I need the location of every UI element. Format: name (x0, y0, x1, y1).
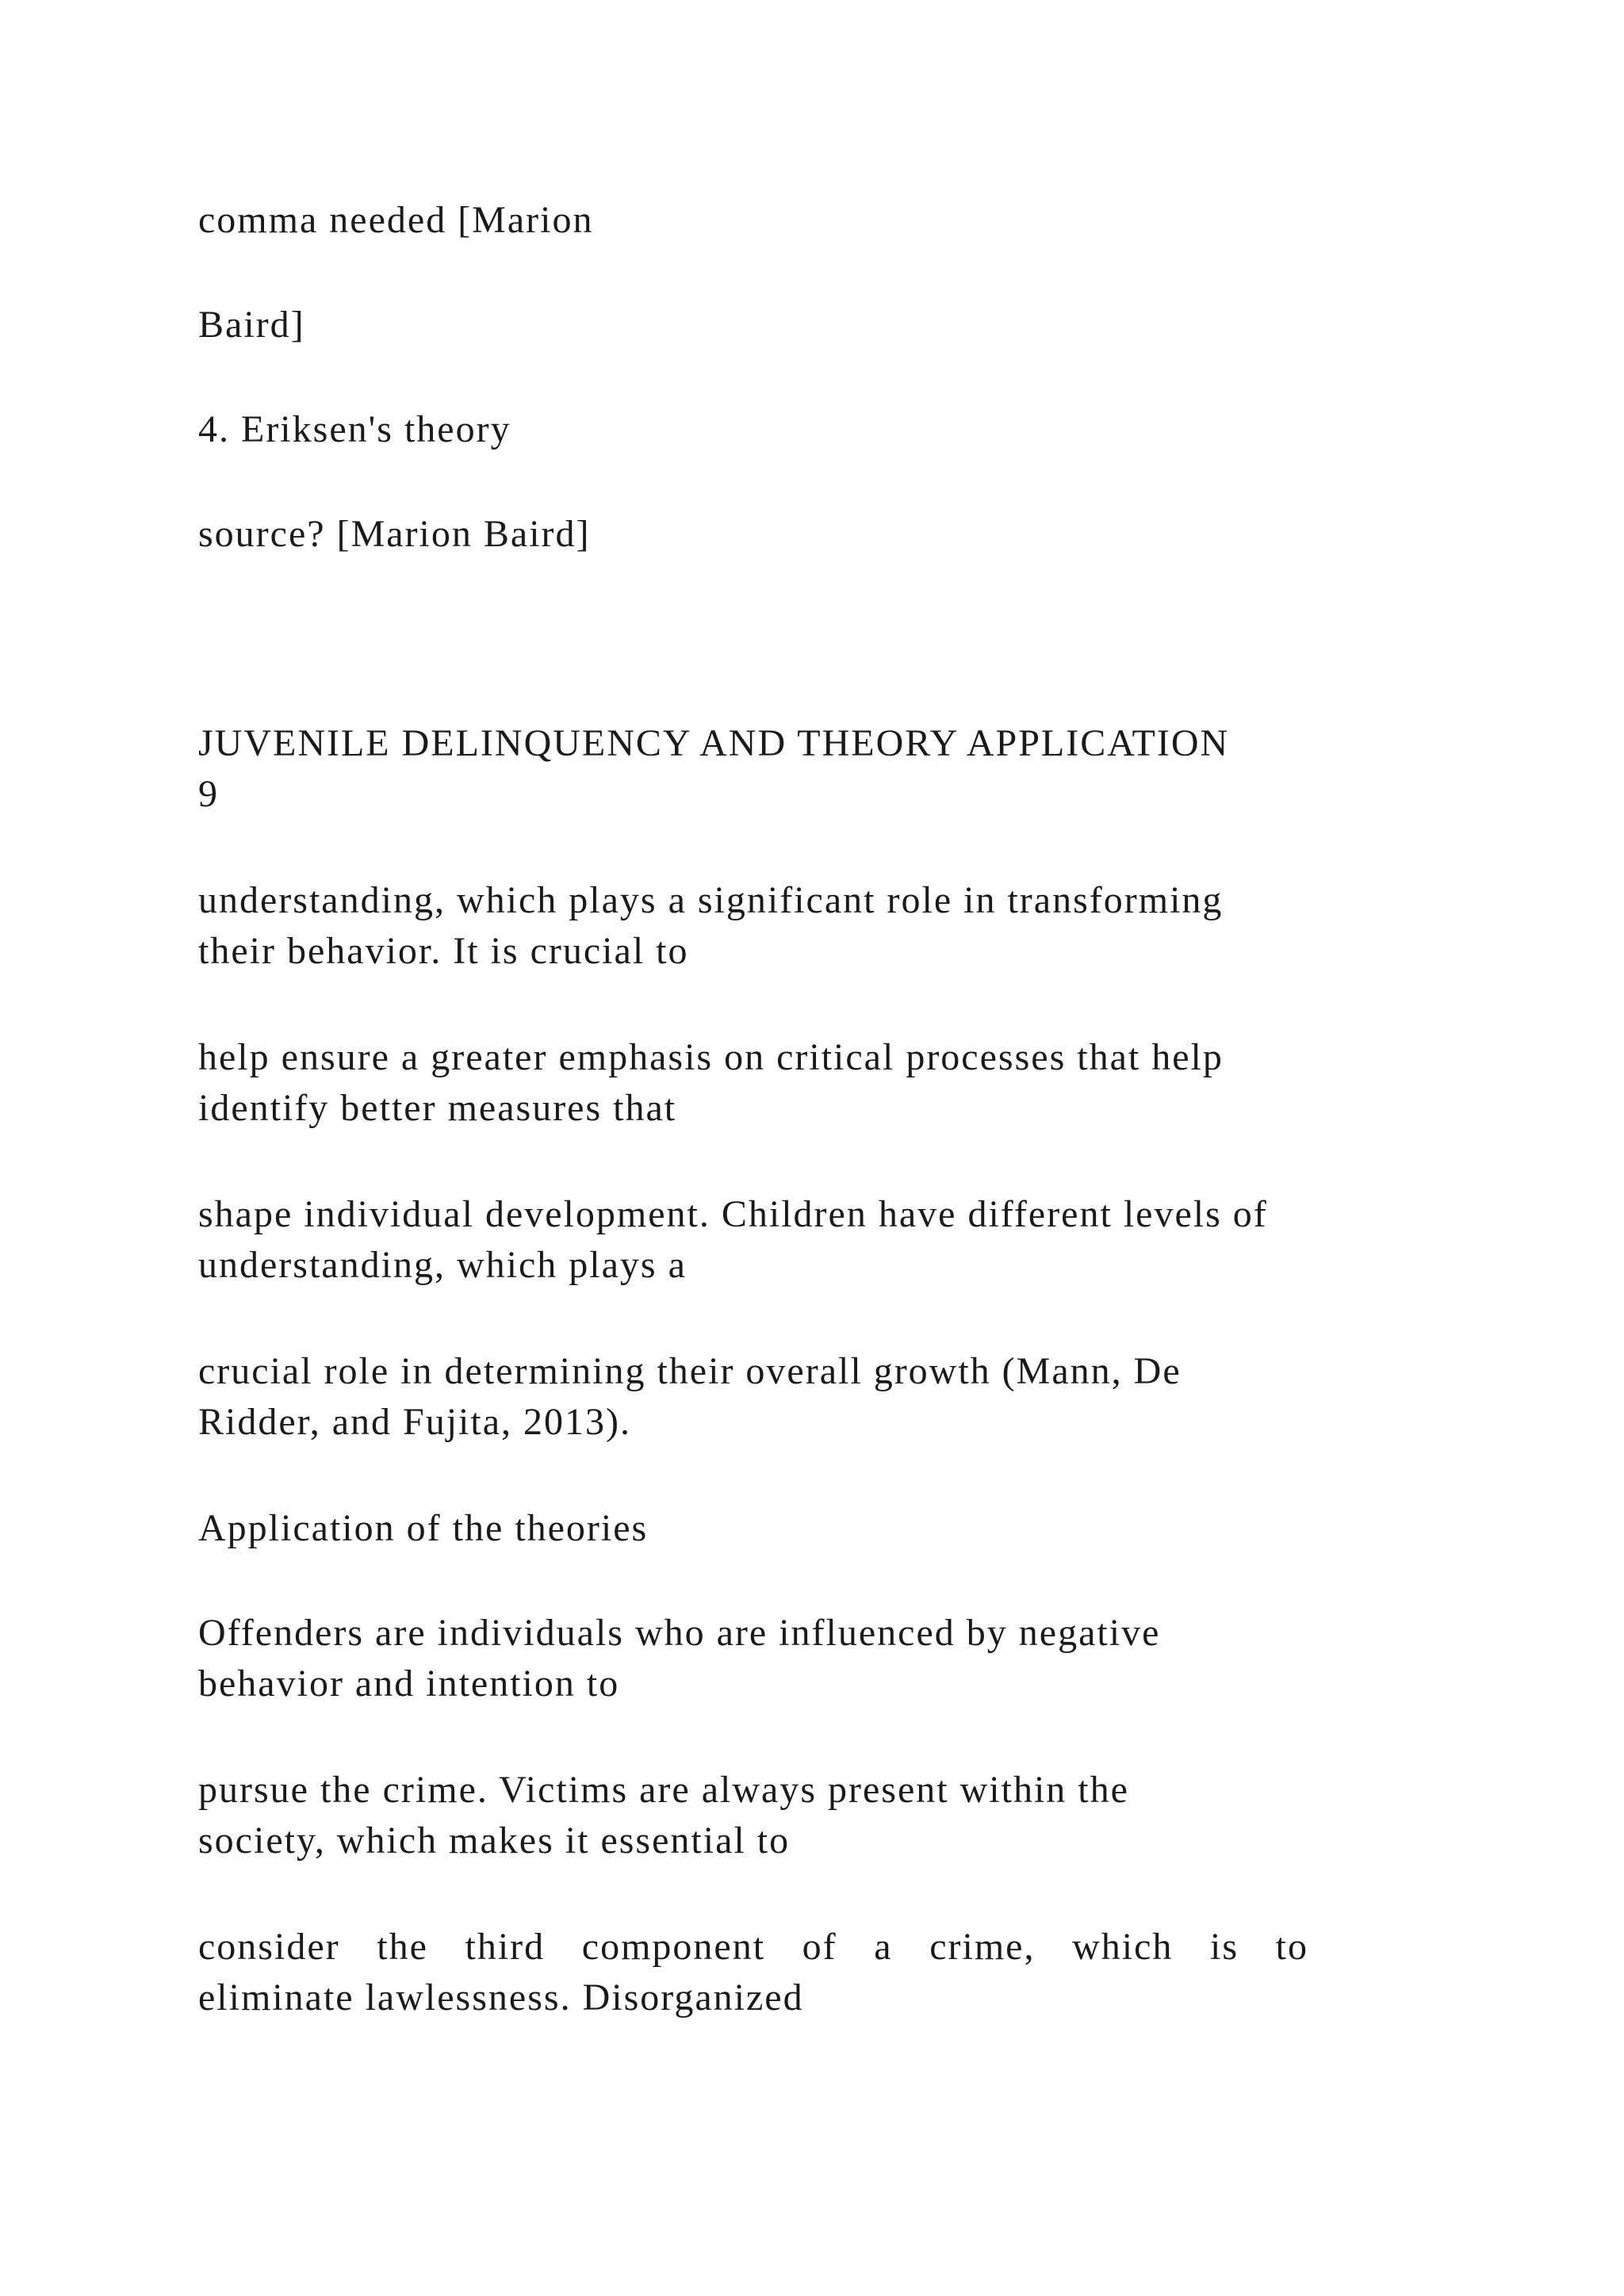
body-paragraph (198, 1032, 1435, 1134)
comment-line: source? [Marion Baird] (198, 513, 591, 555)
page-number: 9 (198, 773, 219, 815)
paragraph-line: behavior and intention to (198, 1663, 620, 1705)
paragraph-line: identify better measures that (198, 1087, 677, 1129)
paragraph-line: Offenders are individuals who are influenced by negative (198, 1612, 1161, 1654)
section-heading: Application of the theories (198, 1507, 649, 1549)
paragraph-line: crucial role in determining their overall growth (Mann, De (198, 1350, 1182, 1392)
running-head-title: JUVENILE DELINQUENCY AND THEORY APPLICATION (198, 722, 1230, 764)
paragraph-line: shape individual development. Children have different levels of (198, 1193, 1268, 1235)
paragraph-line: Ridder, and Fujita, 2013). (198, 1401, 632, 1443)
body-paragraph (198, 1346, 1435, 1448)
body-paragraph (198, 1765, 1435, 1866)
paragraph-line: eliminate lawlessness. Disorganized (198, 1976, 804, 2019)
body-paragraph (198, 875, 1435, 977)
paragraph-line: pursue the crime. Victims are always present within the (198, 1769, 1129, 1811)
paragraph-line: consider the third component of a crime, which is to (198, 1926, 1308, 1968)
paragraph-line: understanding, which plays a significant role in transforming (198, 879, 1224, 921)
body-paragraph (198, 1608, 1435, 1709)
body-paragraph (198, 1922, 1435, 2023)
paragraph-line: society, which makes it essential to (198, 1820, 791, 1862)
body-paragraph (198, 1189, 1435, 1291)
comment-line: comma needed [Marion (198, 199, 594, 241)
paragraph-line: understanding, which plays a (198, 1244, 687, 1286)
comment-line: 4. Eriksen's theory (198, 408, 511, 450)
paragraph-line: their behavior. It is crucial to (198, 930, 689, 972)
running-head (198, 718, 1435, 820)
comment-line: Baird] (198, 304, 305, 346)
paragraph-line: help ensure a greater emphasis on critical processes that help (198, 1036, 1224, 1078)
